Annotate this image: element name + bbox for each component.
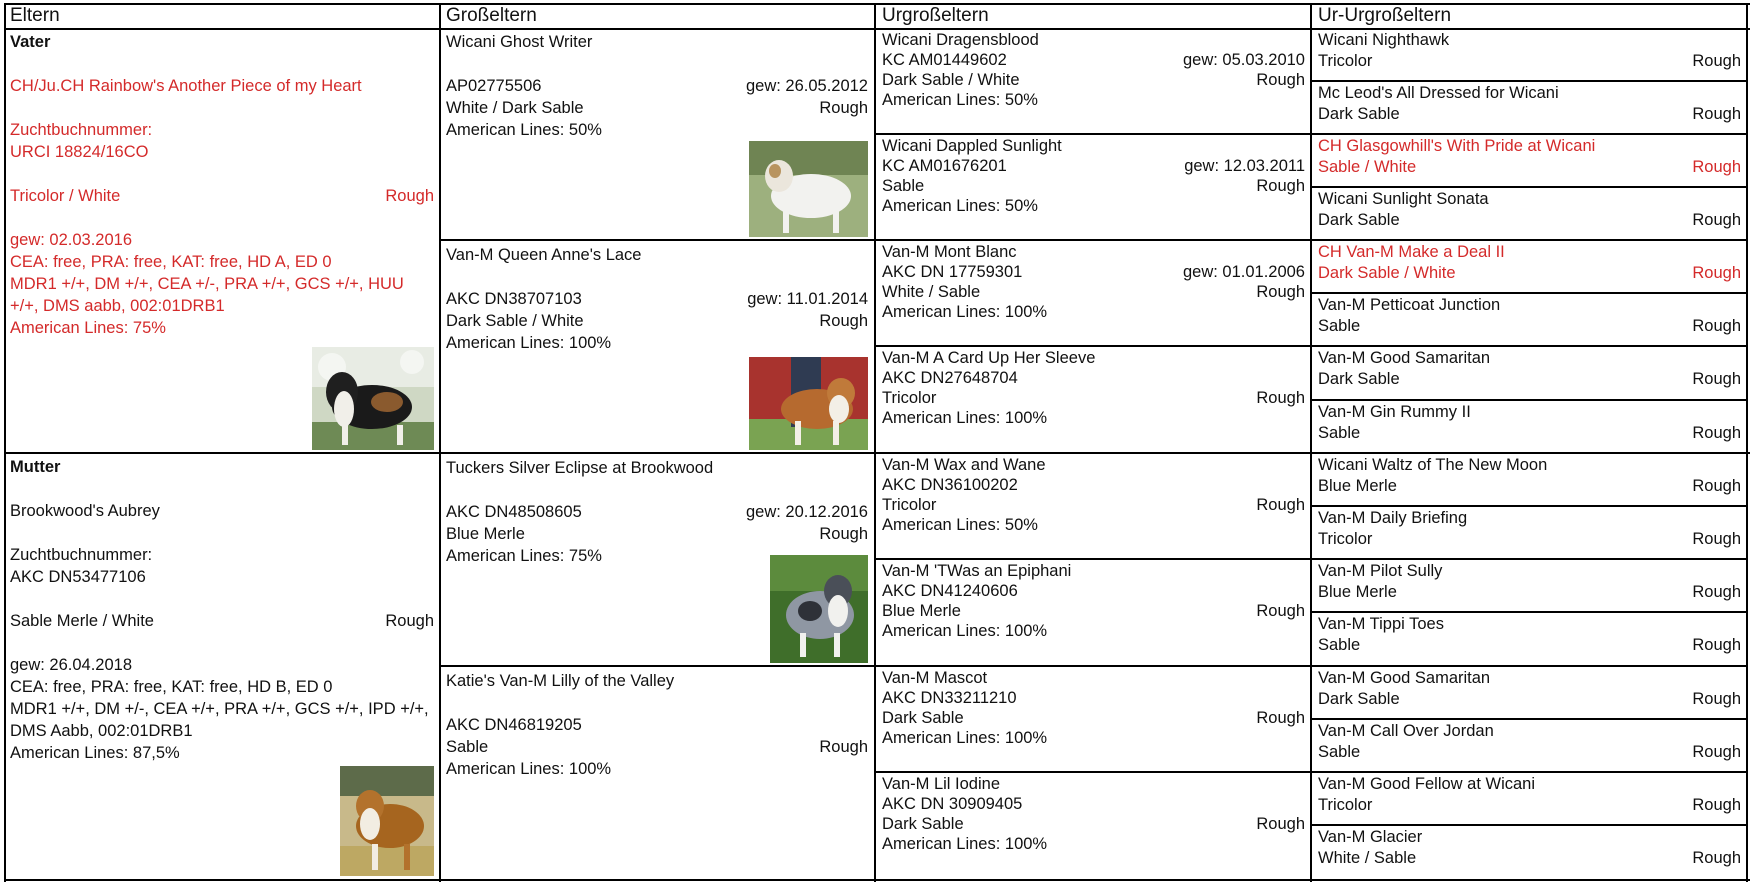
ggp-name: Van-M Lil Iodine	[882, 775, 1001, 793]
gggp-coat: Rough	[1692, 583, 1741, 601]
gp-color: White / Dark Sable	[446, 99, 584, 117]
gggp-coat: Rough	[1692, 636, 1741, 654]
gggp-color-row	[1318, 51, 1741, 72]
ggp-reg: AKC DN 17759301	[882, 263, 1023, 281]
father-coat: Rough	[385, 187, 434, 205]
gp-coat: Rough	[819, 738, 868, 756]
gggp-cell	[1318, 614, 1741, 662]
gggp-cell	[1318, 30, 1741, 78]
gggp-coat: Rough	[1692, 317, 1741, 335]
grandparent-photo	[770, 555, 868, 663]
ggp-born: gew: 01.01.2006	[1182, 263, 1305, 281]
gggp-name: Van-M Pilot Sully	[1318, 562, 1443, 580]
col-sep-2	[874, 4, 876, 882]
ggp-name: Van-M Mascot	[882, 669, 988, 687]
gggp-cell	[1318, 774, 1741, 822]
grid-gggp-border	[1311, 186, 1747, 188]
gggp-color-row	[1318, 369, 1741, 390]
grid-gggp-border	[1311, 718, 1747, 720]
gggp-color-row	[1318, 848, 1741, 869]
mother-reg-label: Zuchtbuchnummer:	[10, 546, 153, 564]
ggp-color-row	[882, 601, 1305, 621]
ggp-lines: American Lines: 100%	[882, 303, 1048, 321]
gggp-cell	[1318, 348, 1741, 396]
gggp-color: Blue Merle	[1318, 477, 1397, 495]
gp-color: Sable	[446, 738, 489, 756]
father-health1: CEA: free, PRA: free, KAT: free, HD A, ED 0	[10, 253, 332, 271]
gp-reg-row	[446, 288, 868, 310]
ggp-cell	[882, 455, 1305, 557]
col-sep-0	[4, 4, 6, 882]
mother-color: Sable Merle / White	[10, 612, 154, 630]
gggp-cell	[1318, 242, 1741, 290]
ggp-coat: Rough	[1256, 389, 1305, 407]
grid-gp-border-1	[440, 239, 875, 241]
gp-color-row	[446, 97, 868, 119]
grid-gggp-border	[1311, 399, 1747, 401]
gp-name: Katie's Van-M Lilly of the Valley	[446, 672, 675, 690]
gp-color-row	[446, 736, 868, 758]
father-health2: MDR1 +/+, DM +/+, CEA +/-, PRA +/+, GCS +/+, HUU +/+, DMS aabb, 002:01DRB1	[10, 275, 404, 315]
father-reg-label: Zuchtbuchnummer:	[10, 121, 153, 139]
ggp-reg: KC AM01676201	[882, 157, 1007, 175]
ggp-reg: AKC DN 30909405	[882, 795, 1023, 813]
gggp-color: Sable	[1318, 636, 1361, 654]
ggp-color-row	[882, 282, 1305, 302]
gggp-cell	[1318, 668, 1741, 716]
gggp-color: White / Sable	[1318, 849, 1417, 867]
gggp-coat: Rough	[1692, 52, 1741, 70]
father-color-row	[10, 185, 434, 207]
mother-role: Mutter	[10, 458, 61, 476]
gggp-name: Van-M Petticoat Junction	[1318, 296, 1501, 314]
gggp-cell	[1318, 295, 1741, 343]
father-reg-number: URCI 18824/16CO	[10, 143, 149, 161]
grid-gggp-border	[1311, 771, 1747, 773]
gggp-color: Tricolor	[1318, 796, 1373, 814]
father-role: Vater	[10, 33, 51, 51]
father-color: Tricolor / White	[10, 187, 121, 205]
ggp-lines: American Lines: 50%	[882, 197, 1038, 215]
mother-color-row	[10, 610, 434, 632]
gp-reg: AKC DN46819205	[446, 716, 582, 734]
ggp-coat: Rough	[1256, 602, 1305, 620]
grid-bottom-border	[4, 879, 1750, 881]
ggp-name: Van-M 'TWas an Epiphani	[882, 562, 1072, 580]
grid-mid-border	[4, 452, 1750, 454]
grid-gggp-border	[1311, 133, 1747, 135]
ggp-name: Wicani Dappled Sunlight	[882, 137, 1062, 155]
gggp-name: Van-M Tippi Toes	[1318, 615, 1444, 633]
ggp-color-row	[882, 708, 1305, 728]
gggp-color-row	[1318, 157, 1741, 178]
gggp-color-row	[1318, 263, 1741, 284]
gggp-cell	[1318, 827, 1741, 877]
ggp-color-row	[882, 70, 1305, 90]
ggp-born: gew: 12.03.2011	[1184, 157, 1305, 175]
gggp-cell	[1318, 189, 1741, 237]
gggp-color: Dark Sable	[1318, 690, 1400, 708]
gggp-name: Van-M Gin Rummy II	[1318, 403, 1471, 421]
gggp-name: Van-M Good Fellow at Wicani	[1318, 775, 1536, 793]
grid-ggp-border	[875, 771, 1311, 773]
gggp-coat: Rough	[1692, 849, 1741, 867]
gp-lines: American Lines: 75%	[446, 547, 602, 565]
father-lines: American Lines: 75%	[10, 319, 166, 337]
gp-name: Van-M Queen Anne's Lace	[446, 246, 642, 264]
gggp-color: Dark Sable	[1318, 105, 1400, 123]
ggp-color: Blue Merle	[882, 602, 961, 620]
grid-ggp-border	[875, 558, 1311, 560]
grid-gggp-border	[1311, 611, 1747, 613]
ggp-reg: KC AM01449602	[882, 51, 1007, 69]
gp-reg-row	[446, 501, 868, 523]
ggp-color: Dark Sable	[882, 709, 964, 727]
gggp-coat: Rough	[1692, 370, 1741, 388]
gp-reg-row	[446, 75, 868, 97]
ggp-color: Sable	[882, 177, 925, 195]
ggp-color: Dark Sable / White	[882, 71, 1020, 89]
gggp-color-row	[1318, 582, 1741, 603]
gggp-name: Wicani Waltz of The New Moon	[1318, 456, 1548, 474]
gggp-name: Mc Leod's All Dressed for Wicani	[1318, 84, 1559, 102]
mother-health1: CEA: free, PRA: free, KAT: free, HD B, ED 0	[10, 678, 333, 696]
gp-color-row	[446, 310, 868, 332]
gggp-name: Wicani Nighthawk	[1318, 31, 1450, 49]
gp-reg: AKC DN38707103	[446, 290, 582, 308]
gp-coat: Rough	[819, 525, 868, 543]
grid-gggp-border	[1311, 80, 1747, 82]
gggp-name: Wicani Sunlight Sonata	[1318, 190, 1489, 208]
father-name: CH/Ju.CH Rainbow's Another Piece of my Heart	[10, 77, 362, 95]
mother-health2: MDR1 +/+, DM +/-, CEA +/+, PRA +/+, GCS +/+, IPD +/+, DMS Aabb, 002:01DRB1	[10, 700, 429, 740]
gggp-coat: Rough	[1692, 530, 1741, 548]
ggp-color: Dark Sable	[882, 815, 964, 833]
ggp-lines: American Lines: 50%	[882, 516, 1038, 534]
gggp-name: Van-M Good Samaritan	[1318, 669, 1491, 687]
mother-born: gew: 26.04.2018	[10, 656, 133, 674]
grid-gggp-border	[1311, 292, 1747, 294]
gggp-cell	[1318, 721, 1741, 769]
gp-reg-row	[446, 714, 868, 736]
gggp-color-row	[1318, 210, 1741, 231]
gggp-color-row	[1318, 104, 1741, 125]
header-grosseltern: Großeltern	[446, 5, 537, 26]
gggp-coat: Rough	[1692, 796, 1741, 814]
father-born: gew: 02.03.2016	[10, 231, 133, 249]
gp-lines: American Lines: 50%	[446, 121, 602, 139]
gp-born: gew: 26.05.2012	[745, 77, 868, 95]
ggp-coat: Rough	[1256, 283, 1305, 301]
gggp-color-row	[1318, 689, 1741, 710]
gp-lines: American Lines: 100%	[446, 334, 612, 352]
gggp-coat: Rough	[1692, 424, 1741, 442]
ggp-lines: American Lines: 100%	[882, 729, 1048, 747]
gggp-cell	[1318, 455, 1741, 503]
ggp-lines: American Lines: 100%	[882, 622, 1048, 640]
grid-gp-border-3	[440, 665, 875, 667]
col-sep-1	[439, 4, 441, 882]
ggp-coat: Rough	[1256, 177, 1305, 195]
gp-reg: AP02775506	[446, 77, 542, 95]
ggp-coat: Rough	[1256, 71, 1305, 89]
gggp-name: Van-M Call Over Jordan	[1318, 722, 1494, 740]
gggp-coat: Rough	[1692, 743, 1741, 761]
gggp-name: CH Van-M Make a Deal II	[1318, 243, 1505, 261]
mother-coat: Rough	[385, 612, 434, 630]
gggp-coat: Rough	[1692, 477, 1741, 495]
grid-top-border	[4, 3, 1750, 5]
father-photo	[312, 347, 434, 450]
gp-color-row	[446, 523, 868, 545]
grid-ggp-border	[875, 345, 1311, 347]
grandparent-cell	[446, 670, 868, 876]
gp-name: Tuckers Silver Eclipse at Brookwood	[446, 459, 714, 477]
gggp-color: Tricolor	[1318, 530, 1373, 548]
ggp-color: White / Sable	[882, 283, 981, 301]
grid-ggp-border	[875, 239, 1311, 241]
mother-photo	[340, 766, 434, 876]
gggp-color-row	[1318, 423, 1741, 444]
gggp-coat: Rough	[1692, 105, 1741, 123]
ggp-name: Wicani Dragensblood	[882, 31, 1039, 49]
ggp-name: Van-M Wax and Wane	[882, 456, 1046, 474]
col-sep-4	[1746, 4, 1748, 882]
gggp-coat: Rough	[1692, 211, 1741, 229]
gggp-color: Sable	[1318, 317, 1361, 335]
grandparent-photo	[749, 357, 868, 450]
ggp-cell	[882, 242, 1305, 344]
ggp-reg: AKC DN36100202	[882, 476, 1018, 494]
grid-ggp-border	[875, 665, 1311, 667]
ggp-cell	[882, 668, 1305, 770]
gggp-color: Blue Merle	[1318, 583, 1397, 601]
gggp-color-row	[1318, 742, 1741, 763]
gggp-name: Van-M Good Samaritan	[1318, 349, 1491, 367]
ggp-reg: AKC DN33211210	[882, 689, 1017, 707]
ggp-coat: Rough	[1256, 496, 1305, 514]
grid-gggp-border	[1311, 558, 1747, 560]
grid-gggp-border	[1311, 665, 1747, 667]
gggp-name: Van-M Glacier	[1318, 828, 1423, 846]
gp-reg: AKC DN48508605	[446, 503, 582, 521]
ggp-cell	[882, 30, 1305, 132]
grid-ggp-border	[875, 133, 1311, 135]
grandparent-photo	[749, 141, 868, 237]
mother-name: Brookwood's Aubrey	[10, 502, 160, 520]
ggp-reg-row	[882, 156, 1305, 176]
ggp-coat: Rough	[1256, 815, 1305, 833]
gggp-color: Dark Sable	[1318, 370, 1400, 388]
gggp-name: CH Glasgowhill's With Pride at Wicani	[1318, 137, 1596, 155]
grid-gggp-border	[1311, 239, 1747, 241]
gggp-cell	[1318, 136, 1741, 184]
ggp-color-row	[882, 814, 1305, 834]
ggp-color-row	[882, 388, 1305, 408]
gggp-cell	[1318, 402, 1741, 450]
ggp-born: gew: 05.03.2010	[1182, 51, 1305, 69]
gggp-color: Sable / White	[1318, 158, 1417, 176]
ggp-coat: Rough	[1256, 709, 1305, 727]
gp-color: Blue Merle	[446, 525, 525, 543]
header-urgrosseltern: Urgroßeltern	[882, 5, 989, 26]
gggp-coat: Rough	[1692, 158, 1741, 176]
ggp-cell	[882, 561, 1305, 663]
gggp-color: Sable	[1318, 424, 1361, 442]
gggp-color-row	[1318, 635, 1741, 656]
ggp-lines: American Lines: 50%	[882, 91, 1038, 109]
ggp-color-row	[882, 495, 1305, 515]
gggp-color-row	[1318, 529, 1741, 550]
grid-gggp-border	[1311, 824, 1747, 826]
ggp-reg: AKC DN41240606	[882, 582, 1018, 600]
gggp-color-row	[1318, 476, 1741, 497]
ggp-color: Tricolor	[882, 496, 937, 514]
ggp-lines: American Lines: 100%	[882, 409, 1048, 427]
ggp-lines: American Lines: 100%	[882, 835, 1048, 853]
gp-coat: Rough	[819, 99, 868, 117]
mother-lines: American Lines: 87,5%	[10, 744, 180, 762]
gggp-color-row	[1318, 316, 1741, 337]
ggp-color: Tricolor	[882, 389, 937, 407]
ggp-reg: AKC DN27648704	[882, 369, 1018, 387]
header-ur-urgrosseltern: Ur-Urgroßeltern	[1318, 5, 1452, 26]
ggp-name: Van-M A Card Up Her Sleeve	[882, 349, 1096, 367]
ggp-color-row	[882, 176, 1305, 196]
gp-born: gew: 11.01.2014	[747, 290, 868, 308]
ggp-cell	[882, 348, 1305, 450]
gggp-color: Dark Sable	[1318, 211, 1400, 229]
gggp-color: Dark Sable / White	[1318, 264, 1456, 282]
gggp-name: Van-M Daily Briefing	[1318, 509, 1468, 527]
gp-name: Wicani Ghost Writer	[446, 33, 593, 51]
grid-gggp-border	[1311, 505, 1747, 507]
ggp-cell	[882, 136, 1305, 238]
gggp-color: Sable	[1318, 743, 1361, 761]
gggp-color-row	[1318, 795, 1741, 816]
gp-coat: Rough	[819, 312, 868, 330]
gggp-cell	[1318, 83, 1741, 131]
mother-reg-number: AKC DN53477106	[10, 568, 146, 586]
gp-born: gew: 20.12.2016	[745, 503, 868, 521]
gggp-color: Tricolor	[1318, 52, 1373, 70]
gggp-cell	[1318, 561, 1741, 609]
gp-color: Dark Sable / White	[446, 312, 584, 330]
grid-gggp-border	[1311, 345, 1747, 347]
gggp-coat: Rough	[1692, 690, 1741, 708]
col-sep-3	[1310, 4, 1312, 882]
gggp-coat: Rough	[1692, 264, 1741, 282]
ggp-reg-row	[882, 50, 1305, 70]
ggp-reg-row	[882, 262, 1305, 282]
ggp-name: Van-M Mont Blanc	[882, 243, 1017, 261]
gp-lines: American Lines: 100%	[446, 760, 612, 778]
gggp-cell	[1318, 508, 1741, 556]
header-eltern: Eltern	[10, 5, 60, 26]
ggp-cell	[882, 774, 1305, 876]
